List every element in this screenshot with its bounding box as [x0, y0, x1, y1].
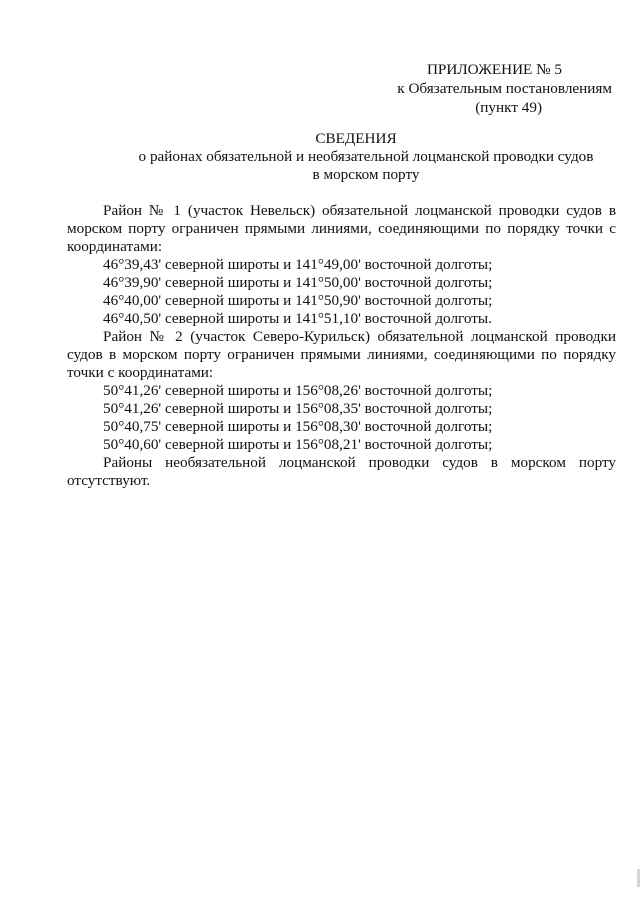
appendix-clause: (пункт 49)	[475, 99, 542, 116]
document-heading	[0, 130, 640, 184]
coordinate-point: 50°41,26' северной широты и 156°08,35' восточной долготы;	[103, 400, 493, 417]
coordinate-point: 46°40,00' северной широты и 141°50,90' восточной долготы;	[103, 292, 493, 309]
coordinate-point: 50°40,60' северной широты и 156°08,21' восточной долготы;	[103, 436, 493, 453]
appendix-number: ПРИЛОЖЕНИЕ № 5	[426, 61, 562, 78]
document-body	[67, 202, 616, 490]
coordinate-point: 46°39,90' северной широты и 141°50,00' восточной долготы;	[103, 274, 493, 291]
closing-paragraph: Районы необязательной лоцманской проводки судов в морском порту отсутствуют.	[67, 454, 616, 489]
district-2-coordinates	[67, 382, 616, 454]
coordinate-point: 50°41,26' северной широты и 156°08,26' восточной долготы;	[103, 382, 493, 399]
coordinate-point: 50°40,75' северной широты и 156°08,30' восточной долготы;	[103, 418, 493, 435]
document-subtitle-line1: о районах обязательной и необязательной лоцманской проводки судов	[138, 148, 594, 165]
appendix-header	[352, 60, 612, 117]
document-subtitle-line2: в морском порту	[312, 166, 420, 183]
document-title: СВЕДЕНИЯ	[315, 130, 397, 147]
coordinate-point: 46°39,43' северной широты и 141°49,00' восточной долготы;	[103, 256, 493, 273]
district-2-paragraph: Район № 2 (участок Северо-Курильск) обязательной лоцманской проводки судов в морском порту ограничен прямыми линиями, соединяющими по порядку точки с координатами:	[67, 328, 616, 381]
district-1-paragraph: Район № 1 (участок Невельск) обязательной лоцманской проводки судов в морском порту ограничен прямыми линиями, соединяющими по порядку точки с координатами:	[67, 202, 616, 255]
district-1-coordinates	[67, 256, 616, 328]
coordinate-point: 46°40,50' северной широты и 141°51,10' восточной долготы.	[103, 310, 492, 327]
appendix-reference: к Обязательным постановлениям	[397, 80, 612, 97]
